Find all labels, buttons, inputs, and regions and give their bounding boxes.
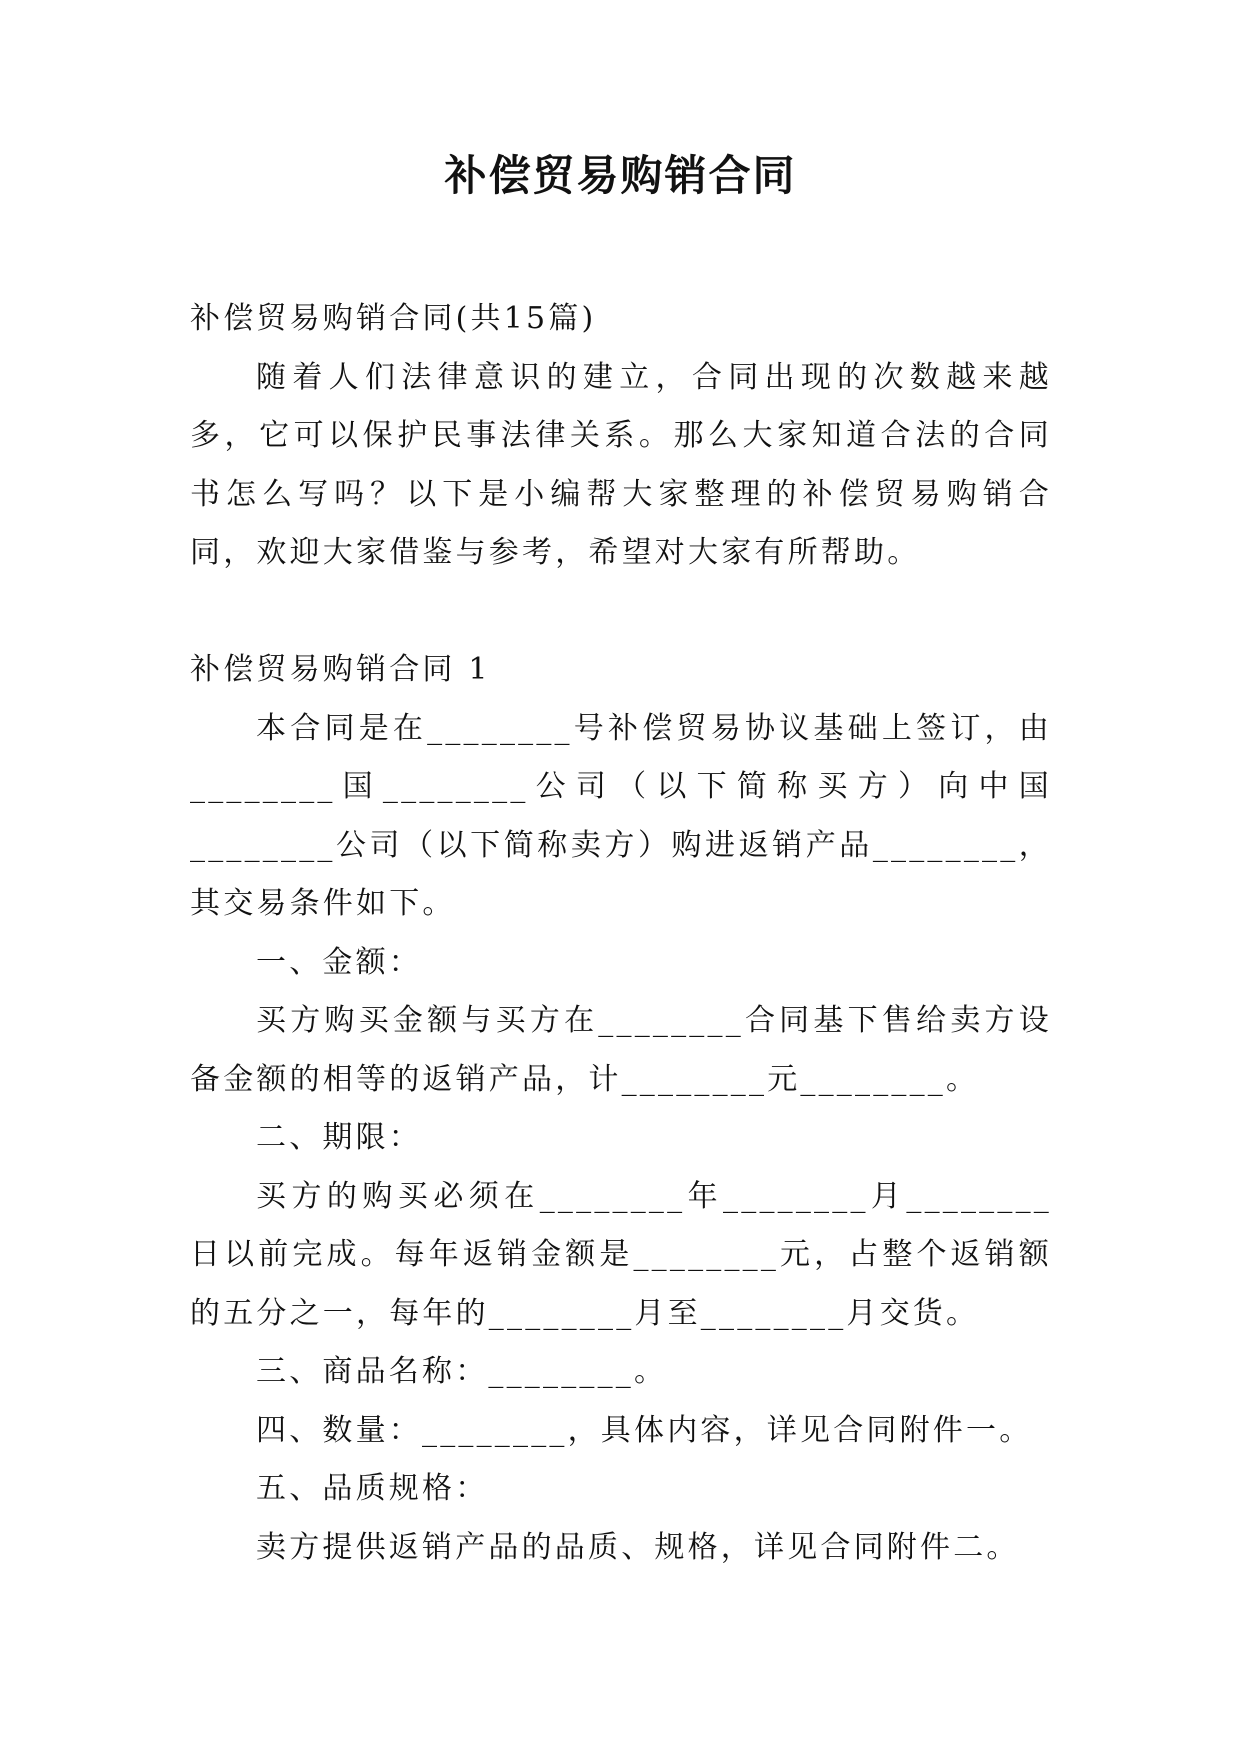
intro-paragraph: 随着人们法律意识的建立，合同出现的次数越来越多，它可以保护民事法律关系。那么大家知道合法的合同书怎么写吗？以下是小编帮大家整理的补偿贸易购销合同，欢迎大家借鉴与参考，希望对大家有所帮助。 [190, 359, 1052, 570]
clause-product-name: 三、商品名称：________。 [256, 1354, 668, 1389]
document-body [190, 290, 1052, 1577]
clause-quality: 卖方提供返销产品的品质、规格，详见合同附件二。 [256, 1529, 1020, 1565]
clause-amount: 买方购买金额与买方在________合同基下售给卖方设备金额的相等的返销产品，计________元________。 [190, 1003, 1052, 1097]
document-title: 补偿贸易购销合同 [444, 151, 797, 200]
paragraph-spacer [190, 583, 1052, 642]
clause-heading-quality: 五、品质规格： [256, 1471, 489, 1506]
clause-heading-amount: 一、金额： [256, 944, 422, 980]
section-heading: 补偿贸易购销合同 1 [190, 652, 491, 687]
document-subtitle: 补偿贸易购销合同(共15篇) [190, 301, 597, 336]
clause-quantity: 四、数量：________，具体内容，详见合同附件一。 [256, 1412, 1033, 1448]
clause-term: 买方的购买必须在________年________月________日以前完成。每年返销金额是________元，占整个返销额的五分之一，每年的________月至________月交货。 [190, 1178, 1052, 1331]
contract-preamble: 本合同是在________号补偿贸易协议基础上签订，由________国________公司（以下简称买方）向中国________公司（以下简称卖方）购进返销产品________，其交易条件如下。 [190, 710, 1052, 921]
clause-heading-term: 二、期限： [256, 1120, 422, 1155]
